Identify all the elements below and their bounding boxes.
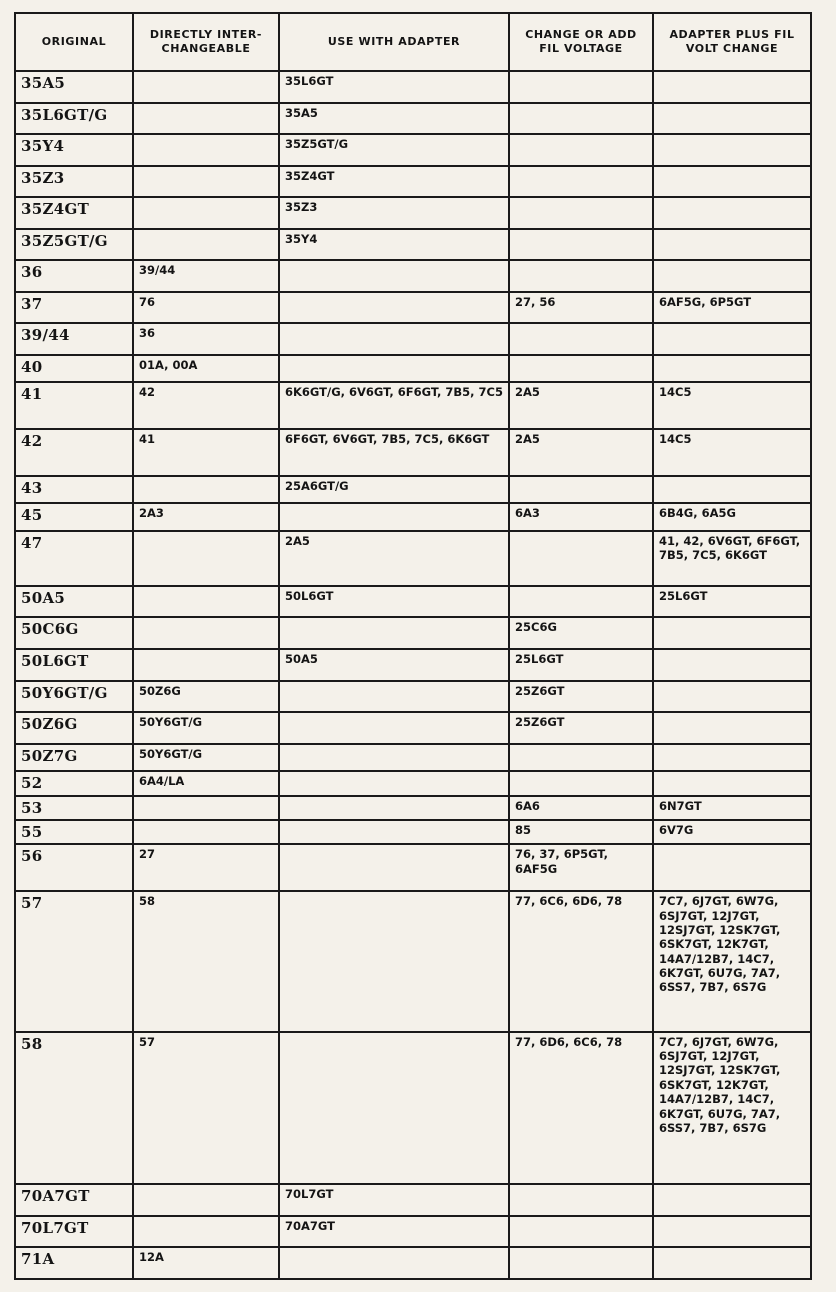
cell-original: 35Z4GT bbox=[15, 197, 133, 229]
cell-change-fil-voltage bbox=[509, 771, 653, 795]
table-row bbox=[15, 134, 811, 166]
cell-adapter-plus-fil-volt-change bbox=[653, 260, 811, 292]
header-row bbox=[15, 13, 811, 71]
cell-change-fil-voltage: 27, 56 bbox=[509, 292, 653, 324]
cell-original: 45 bbox=[15, 503, 133, 530]
cell-use-with-adapter: 35Z5GT/G bbox=[279, 134, 509, 166]
cell-adapter-plus-fil-volt-change bbox=[653, 166, 811, 198]
cell-original: 53 bbox=[15, 796, 133, 820]
cell-use-with-adapter bbox=[279, 617, 509, 649]
cell-original: 41 bbox=[15, 382, 133, 429]
cell-use-with-adapter: 6F6GT, 6V6GT, 7B5, 7C5, 6K6GT bbox=[279, 429, 509, 476]
cell-original: 70L7GT bbox=[15, 1216, 133, 1248]
cell-change-fil-voltage bbox=[509, 323, 653, 355]
cell-change-fil-voltage: 25L6GT bbox=[509, 649, 653, 681]
cell-adapter-plus-fil-volt-change bbox=[653, 744, 811, 771]
cell-use-with-adapter: 35Z3 bbox=[279, 197, 509, 229]
cell-change-fil-voltage: 25Z6GT bbox=[509, 712, 653, 744]
cell-adapter-plus-fil-volt-change bbox=[653, 355, 811, 382]
cell-original: 50Z6G bbox=[15, 712, 133, 744]
cell-directly-interchangeable: 12A bbox=[133, 1247, 279, 1279]
cell-adapter-plus-fil-volt-change: 25L6GT bbox=[653, 586, 811, 618]
cell-adapter-plus-fil-volt-change bbox=[653, 1184, 811, 1216]
cell-adapter-plus-fil-volt-change bbox=[653, 476, 811, 503]
cell-use-with-adapter bbox=[279, 292, 509, 324]
cell-directly-interchangeable bbox=[133, 197, 279, 229]
cell-directly-interchangeable: 6A4/LA bbox=[133, 771, 279, 795]
table-row bbox=[15, 197, 811, 229]
cell-directly-interchangeable bbox=[133, 71, 279, 103]
cell-directly-interchangeable bbox=[133, 134, 279, 166]
cell-adapter-plus-fil-volt-change bbox=[653, 844, 811, 891]
cell-change-fil-voltage: 6A6 bbox=[509, 796, 653, 820]
table-row bbox=[15, 712, 811, 744]
cell-directly-interchangeable bbox=[133, 796, 279, 820]
cell-change-fil-voltage bbox=[509, 134, 653, 166]
cell-change-fil-voltage bbox=[509, 531, 653, 586]
cell-original: 50Y6GT/G bbox=[15, 681, 133, 713]
cell-adapter-plus-fil-volt-change bbox=[653, 712, 811, 744]
table-row bbox=[15, 292, 811, 324]
table-row bbox=[15, 355, 811, 382]
cell-directly-interchangeable: 41 bbox=[133, 429, 279, 476]
cell-change-fil-voltage: 2A5 bbox=[509, 382, 653, 429]
table-row bbox=[15, 796, 811, 820]
cell-original: 58 bbox=[15, 1032, 133, 1185]
cell-use-with-adapter bbox=[279, 1032, 509, 1185]
cell-use-with-adapter bbox=[279, 844, 509, 891]
cell-use-with-adapter: 35Y4 bbox=[279, 229, 509, 261]
cell-change-fil-voltage bbox=[509, 71, 653, 103]
cell-change-fil-voltage bbox=[509, 476, 653, 503]
cell-use-with-adapter: 50L6GT bbox=[279, 586, 509, 618]
cell-change-fil-voltage bbox=[509, 1184, 653, 1216]
cell-use-with-adapter bbox=[279, 260, 509, 292]
cell-adapter-plus-fil-volt-change: 7C7, 6J7GT, 6W7G, 6SJ7GT, 12J7GT, 12SJ7GT, 12SK7GT, 6SK7GT, 12K7GT, 14A7/12B7, 14C7, 6K7GT, 6U7G, 7A7, 6SS7, 7B7, 6S7G bbox=[653, 1032, 811, 1185]
cell-original: 35A5 bbox=[15, 71, 133, 103]
cell-directly-interchangeable: 50Y6GT/G bbox=[133, 712, 279, 744]
cell-use-with-adapter bbox=[279, 744, 509, 771]
cell-original: 35L6GT/G bbox=[15, 103, 133, 135]
cell-use-with-adapter: 6K6GT/G, 6V6GT, 6F6GT, 7B5, 7C5 bbox=[279, 382, 509, 429]
cell-change-fil-voltage bbox=[509, 586, 653, 618]
cell-adapter-plus-fil-volt-change bbox=[653, 71, 811, 103]
cell-use-with-adapter: 70L7GT bbox=[279, 1184, 509, 1216]
cell-adapter-plus-fil-volt-change: 7C7, 6J7GT, 6W7G, 6SJ7GT, 12J7GT, 12SJ7GT, 12SK7GT, 6SK7GT, 12K7GT, 14A7/12B7, 14C7, 6K7GT, 6U7G, 7A7, 6SS7, 7B7, 6S7G bbox=[653, 891, 811, 1031]
table-body bbox=[15, 71, 811, 1279]
table-row bbox=[15, 771, 811, 795]
table-row bbox=[15, 586, 811, 618]
header-use-with-adapter: USE WITH ADAPTER bbox=[279, 13, 509, 71]
cell-directly-interchangeable bbox=[133, 1216, 279, 1248]
cell-directly-interchangeable: 50Z6G bbox=[133, 681, 279, 713]
table-row bbox=[15, 820, 811, 844]
cell-use-with-adapter bbox=[279, 1247, 509, 1279]
cell-adapter-plus-fil-volt-change bbox=[653, 649, 811, 681]
cell-change-fil-voltage bbox=[509, 103, 653, 135]
cell-original: 43 bbox=[15, 476, 133, 503]
cell-use-with-adapter bbox=[279, 355, 509, 382]
table-row bbox=[15, 891, 811, 1031]
table-row bbox=[15, 531, 811, 586]
header-adapter-plus-fil-volt-change: ADAPTER PLUS FIL VOLT CHANGE bbox=[653, 13, 811, 71]
cell-change-fil-voltage: 77, 6C6, 6D6, 78 bbox=[509, 891, 653, 1031]
cell-adapter-plus-fil-volt-change: 6B4G, 6A5G bbox=[653, 503, 811, 530]
cell-use-with-adapter bbox=[279, 712, 509, 744]
cell-directly-interchangeable: 57 bbox=[133, 1032, 279, 1185]
header-original: ORIGINAL bbox=[15, 13, 133, 71]
cell-adapter-plus-fil-volt-change: 6N7GT bbox=[653, 796, 811, 820]
cell-adapter-plus-fil-volt-change bbox=[653, 323, 811, 355]
cell-adapter-plus-fil-volt-change bbox=[653, 103, 811, 135]
cell-directly-interchangeable: 76 bbox=[133, 292, 279, 324]
table-row bbox=[15, 1184, 811, 1216]
cell-original: 36 bbox=[15, 260, 133, 292]
cell-original: 35Z3 bbox=[15, 166, 133, 198]
cell-directly-interchangeable: 58 bbox=[133, 891, 279, 1031]
cell-adapter-plus-fil-volt-change bbox=[653, 229, 811, 261]
cell-directly-interchangeable bbox=[133, 1184, 279, 1216]
cell-original: 37 bbox=[15, 292, 133, 324]
cell-use-with-adapter: 2A5 bbox=[279, 531, 509, 586]
cell-change-fil-voltage bbox=[509, 260, 653, 292]
table-row bbox=[15, 1216, 811, 1248]
cell-original: 70A7GT bbox=[15, 1184, 133, 1216]
table-row bbox=[15, 1247, 811, 1279]
table-row bbox=[15, 260, 811, 292]
cell-original: 57 bbox=[15, 891, 133, 1031]
cell-change-fil-voltage bbox=[509, 1216, 653, 1248]
cell-change-fil-voltage bbox=[509, 355, 653, 382]
table-row bbox=[15, 103, 811, 135]
cell-use-with-adapter bbox=[279, 323, 509, 355]
cell-original: 50A5 bbox=[15, 586, 133, 618]
cell-directly-interchangeable: 2A3 bbox=[133, 503, 279, 530]
cell-original: 35Y4 bbox=[15, 134, 133, 166]
table-row bbox=[15, 744, 811, 771]
cell-directly-interchangeable: 42 bbox=[133, 382, 279, 429]
cell-original: 47 bbox=[15, 531, 133, 586]
cell-use-with-adapter bbox=[279, 820, 509, 844]
cell-use-with-adapter: 70A7GT bbox=[279, 1216, 509, 1248]
cell-use-with-adapter: 25A6GT/G bbox=[279, 476, 509, 503]
cell-original: 56 bbox=[15, 844, 133, 891]
cell-directly-interchangeable bbox=[133, 820, 279, 844]
cell-use-with-adapter bbox=[279, 771, 509, 795]
cell-change-fil-voltage: 25Z6GT bbox=[509, 681, 653, 713]
cell-directly-interchangeable bbox=[133, 617, 279, 649]
cell-adapter-plus-fil-volt-change: 6AF5G, 6P5GT bbox=[653, 292, 811, 324]
cell-change-fil-voltage bbox=[509, 166, 653, 198]
cell-adapter-plus-fil-volt-change bbox=[653, 1247, 811, 1279]
cell-change-fil-voltage: 77, 6D6, 6C6, 78 bbox=[509, 1032, 653, 1185]
cell-original: 55 bbox=[15, 820, 133, 844]
cell-use-with-adapter: 35L6GT bbox=[279, 71, 509, 103]
cell-change-fil-voltage: 6A3 bbox=[509, 503, 653, 530]
cell-directly-interchangeable bbox=[133, 166, 279, 198]
cell-directly-interchangeable bbox=[133, 229, 279, 261]
cell-change-fil-voltage: 76, 37, 6P5GT, 6AF5G bbox=[509, 844, 653, 891]
cell-original: 42 bbox=[15, 429, 133, 476]
cell-adapter-plus-fil-volt-change: 14C5 bbox=[653, 429, 811, 476]
cell-change-fil-voltage: 25C6G bbox=[509, 617, 653, 649]
table-row bbox=[15, 71, 811, 103]
table-row bbox=[15, 429, 811, 476]
table-row bbox=[15, 229, 811, 261]
cell-use-with-adapter: 35Z4GT bbox=[279, 166, 509, 198]
cell-change-fil-voltage bbox=[509, 229, 653, 261]
cell-adapter-plus-fil-volt-change bbox=[653, 134, 811, 166]
cell-adapter-plus-fil-volt-change bbox=[653, 771, 811, 795]
cell-adapter-plus-fil-volt-change: 6V7G bbox=[653, 820, 811, 844]
cell-use-with-adapter: 35A5 bbox=[279, 103, 509, 135]
cell-change-fil-voltage bbox=[509, 1247, 653, 1279]
cell-original: 39/44 bbox=[15, 323, 133, 355]
cell-change-fil-voltage bbox=[509, 197, 653, 229]
cell-directly-interchangeable: 50Y6GT/G bbox=[133, 744, 279, 771]
table-row bbox=[15, 323, 811, 355]
cell-use-with-adapter bbox=[279, 796, 509, 820]
cell-original: 71A bbox=[15, 1247, 133, 1279]
cell-adapter-plus-fil-volt-change bbox=[653, 197, 811, 229]
cell-directly-interchangeable: 27 bbox=[133, 844, 279, 891]
cell-change-fil-voltage: 85 bbox=[509, 820, 653, 844]
cell-directly-interchangeable bbox=[133, 586, 279, 618]
cell-adapter-plus-fil-volt-change bbox=[653, 681, 811, 713]
cell-directly-interchangeable bbox=[133, 531, 279, 586]
header-change-fil-voltage: CHANGE OR ADD FIL VOLTAGE bbox=[509, 13, 653, 71]
cell-use-with-adapter bbox=[279, 503, 509, 530]
cell-original: 50L6GT bbox=[15, 649, 133, 681]
cell-directly-interchangeable: 39/44 bbox=[133, 260, 279, 292]
table-row bbox=[15, 649, 811, 681]
cell-directly-interchangeable: 36 bbox=[133, 323, 279, 355]
cell-change-fil-voltage: 2A5 bbox=[509, 429, 653, 476]
table-row bbox=[15, 844, 811, 891]
tube-substitution-table bbox=[14, 12, 812, 1280]
cell-directly-interchangeable: 01A, 00A bbox=[133, 355, 279, 382]
table-row bbox=[15, 166, 811, 198]
cell-change-fil-voltage bbox=[509, 744, 653, 771]
table-row bbox=[15, 681, 811, 713]
table-row bbox=[15, 382, 811, 429]
table-row bbox=[15, 476, 811, 503]
cell-directly-interchangeable bbox=[133, 476, 279, 503]
cell-original: 50Z7G bbox=[15, 744, 133, 771]
cell-adapter-plus-fil-volt-change bbox=[653, 1216, 811, 1248]
cell-adapter-plus-fil-volt-change: 41, 42, 6V6GT, 6F6GT, 7B5, 7C5, 6K6GT bbox=[653, 531, 811, 586]
cell-original: 50C6G bbox=[15, 617, 133, 649]
cell-directly-interchangeable bbox=[133, 103, 279, 135]
cell-original: 52 bbox=[15, 771, 133, 795]
cell-adapter-plus-fil-volt-change: 14C5 bbox=[653, 382, 811, 429]
cell-use-with-adapter bbox=[279, 891, 509, 1031]
cell-use-with-adapter bbox=[279, 681, 509, 713]
cell-original: 40 bbox=[15, 355, 133, 382]
cell-original: 35Z5GT/G bbox=[15, 229, 133, 261]
table-row bbox=[15, 1032, 811, 1185]
header-directly-interchangeable: DIRECTLY INTER-CHANGEABLE bbox=[133, 13, 279, 71]
table-row bbox=[15, 617, 811, 649]
cell-adapter-plus-fil-volt-change bbox=[653, 617, 811, 649]
table-row bbox=[15, 503, 811, 530]
cell-use-with-adapter: 50A5 bbox=[279, 649, 509, 681]
cell-directly-interchangeable bbox=[133, 649, 279, 681]
